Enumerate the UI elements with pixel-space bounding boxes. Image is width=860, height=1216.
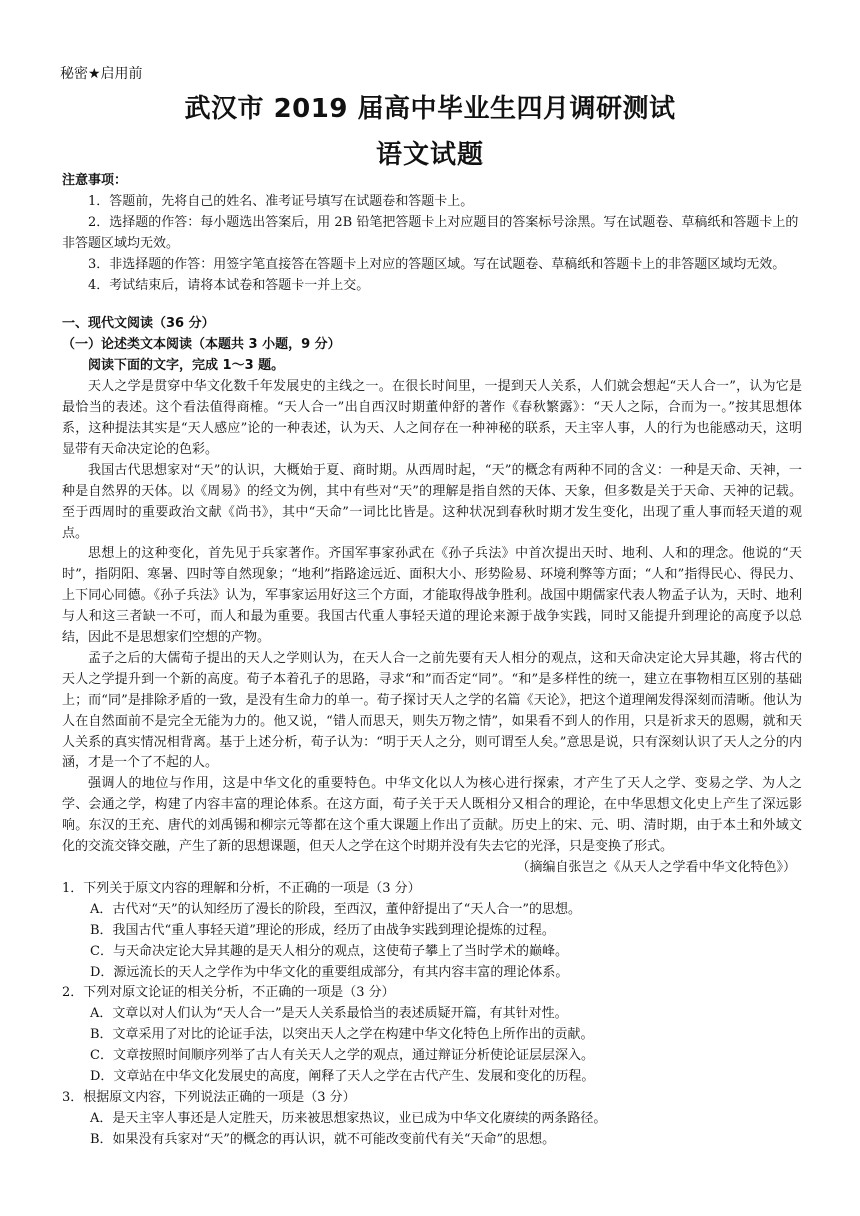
notice-item: 2．选择题的作答：每小题选出答案后，用 2B 铅笔把答题卡上对应题目的答案标号涂黑。写在试题卷、草稿纸和答题卡上的非答题区域均无效。: [62, 214, 799, 251]
exam-subtitle: 语文试题: [375, 140, 484, 170]
question-option: C．与天命决定论大异其趣的是天人相分的观点，这使荀子攀上了当时学术的巅峰。: [90, 943, 568, 959]
passage-source: （摘编自张岂之《从天人之学看中华文化特色》）: [516, 860, 796, 875]
notice-item: 3．非选择题的作答：用签字笔直接答在答题卡上对应的答题区域。写在试题卷、草稿纸和答题卡上的非答题区域均无效。: [88, 256, 786, 272]
question-stem: 2．下列对原文论证的相关分析，不正确的一项是（3 分）: [62, 985, 395, 1001]
question-option: A．古代对“天”的认知经历了漫长的阶段，至西汉，董仲舒提出了“天人合一”的思想。: [90, 901, 581, 917]
question-option: B．文章采用了对比的论证手法，以突出天人之学在构建中华文化特色上所作出的贡献。: [90, 1027, 594, 1043]
question-option: B．如果没有兵家对“天”的概念的再认识，就不可能改变前代有关“天命”的思想。: [90, 1131, 556, 1147]
reading-instruction: 阅读下面的文字，完成 1～3 题。: [88, 358, 285, 374]
question-option: A．文章以对人们认为“天人合一”是天人关系最恰当的表述质疑开篇，有其针对性。: [90, 1006, 568, 1022]
passage-paragraph: 思想上的这种变化，首先见于兵家著作。齐国军事家孙武在《孙子兵法》中首次提出天时、地利、人和的理念。他说的“天时”，指阴阳、寒暑、四时等自然现象；“地利”指路途远近、面积大小、形势险易、环境利弊等方面；“人和”指得民心、得民力、上下同心同德。《孙子兵法》认为，军事家运用好这三个方面，才能取得战争胜利。战国中期儒家代表人物孟子认为，天时、地利与人和这三者缺一不可，而人和最为重要。我国古代重人事轻天道的理论来源于战争实践，同时又能提升到理论的高度予以总结，因此不是思想家们空想的产物。: [62, 546, 802, 646]
question-stem: 3．根据原文内容，下列说法正确的一项是（3 分）: [62, 1089, 356, 1105]
question-option: B．我国古代“重人事轻天道”理论的形成，经历了由战争实践到理论提炼的过程。: [90, 922, 555, 938]
passage-paragraph: 天人之学是贯穿中华文化数千年发展史的主线之一。在很长时间里，一提到天人关系，人们就会想起“天人合一”，认为它是最恰当的表述。这个看法值得商榷。“天人合一”出自西汉时期董仲舒的著作《春秋繁露》：“天人之际，合而为一。”按其思想体系，这种提法其实是“天人感应”论的一种表述，认为天、人之间存在一种神秘的联系，天主宰人事，人的行为也能感动天，这明显带有天命决定论的色彩。: [62, 379, 802, 457]
spacer: [62, 296, 802, 314]
confidential-label: 秘密★启用前: [60, 66, 143, 82]
passage-paragraph: 我国古代思想家对“天”的认识，大概始于夏、商时期。从西周时起，“天”的概念有两种不同的含义：一种是天命、天神，一种是自然界的天体。以《周易》的经文为例，其中有些对“天”的理解是指自然的天体、天象，但多数是关于天命、天神的记载。至于西周时的重要政治文献《尚书》，其中“天命”一词比比皆是。这种状况到春秋时期才发生变化，出现了重人事而轻天道的观点。: [62, 462, 802, 541]
section-title: 一、现代文阅读（36 分）: [62, 316, 215, 332]
notice-item: 1．答题前，先将自己的姓名、准考证号填写在试题卷和答题卡上。: [88, 193, 474, 209]
notice-heading: 注意事项：: [62, 173, 128, 188]
question-option: D．文章站在中华文化发展史的高度，阐释了天人之学在古代产生、发展和变化的历程。: [90, 1069, 595, 1085]
exam-content: [62, 171, 802, 1151]
question-option: A．是天主宰人事还是人定胜天，历来被思想家热议，业已成为中华文化赓续的两条路径。: [90, 1110, 607, 1126]
notice-item: 4．考试结束后，请将本试卷和答题卡一并上交。: [88, 277, 370, 293]
question-option: C．文章按照时间顺序列举了古人有关天人之学的观点，通过辩证分析使论证层层深入。: [90, 1048, 594, 1064]
question-option: D．源远流长的天人之学作为中华文化的重要组成部分，有其内容丰富的理论体系。: [90, 964, 569, 980]
passage-paragraph: 强调人的地位与作用，这是中华文化的重要特色。中华文化以人为核心进行探索，才产生了天人之学、变易之学、为人之学、会通之学，构建了内容丰富的理论体系。在这方面，荀子关于天人既相分又相合的理论，在中华思想文化史上产生了深远影响。东汉的王充、唐代的刘禹锡和柳宗元等都在这个重大课题上作出了贡献。历史上的宋、元、明、清时期，由于本土和外域文化的交流交锋交融，产生了新的思想课题，但天人之学在这个时期并没有失去它的光泽，只是变换了形式。: [62, 776, 802, 855]
section-subtitle: （一）论述类文本阅读（本题共 3 小题，9 分）: [62, 337, 341, 353]
exam-title: 武汉市 2019 届高中毕业生四月调研测试: [184, 94, 676, 124]
question-stem: 1．下列关于原文内容的理解和分析，不正确的一项是（3 分）: [62, 880, 421, 896]
passage-paragraph: 孟子之后的大儒荀子提出的天人之学则认为，在天人合一之前先要有天人相分的观点，这和天命决定论大异其趣，将古代的天人之学提升到一个新的高度。荀子本着孔子的思路，寻求“和”而否定“同”。“和”是多样性的统一，建立在事物相互区别的基础上；而“同”是排除矛盾的一致，是没有生命力的单一。荀子探讨天人之学的名篇《天论》，把这个道理阐发得深刻而清晰。他认为人在自然面前不是完全无能为力的。他又说，“错人而思天，则失万物之情”，如果看不到人的作用，只是祈求天的恩赐，就和天人关系的真实情况相背离。基于上述分析，荀子认为：“明于天人之分，则可谓至人矣。”意思是说，只有深刻认识了天人之分的内涵，才是一个了不起的人。: [62, 650, 802, 771]
